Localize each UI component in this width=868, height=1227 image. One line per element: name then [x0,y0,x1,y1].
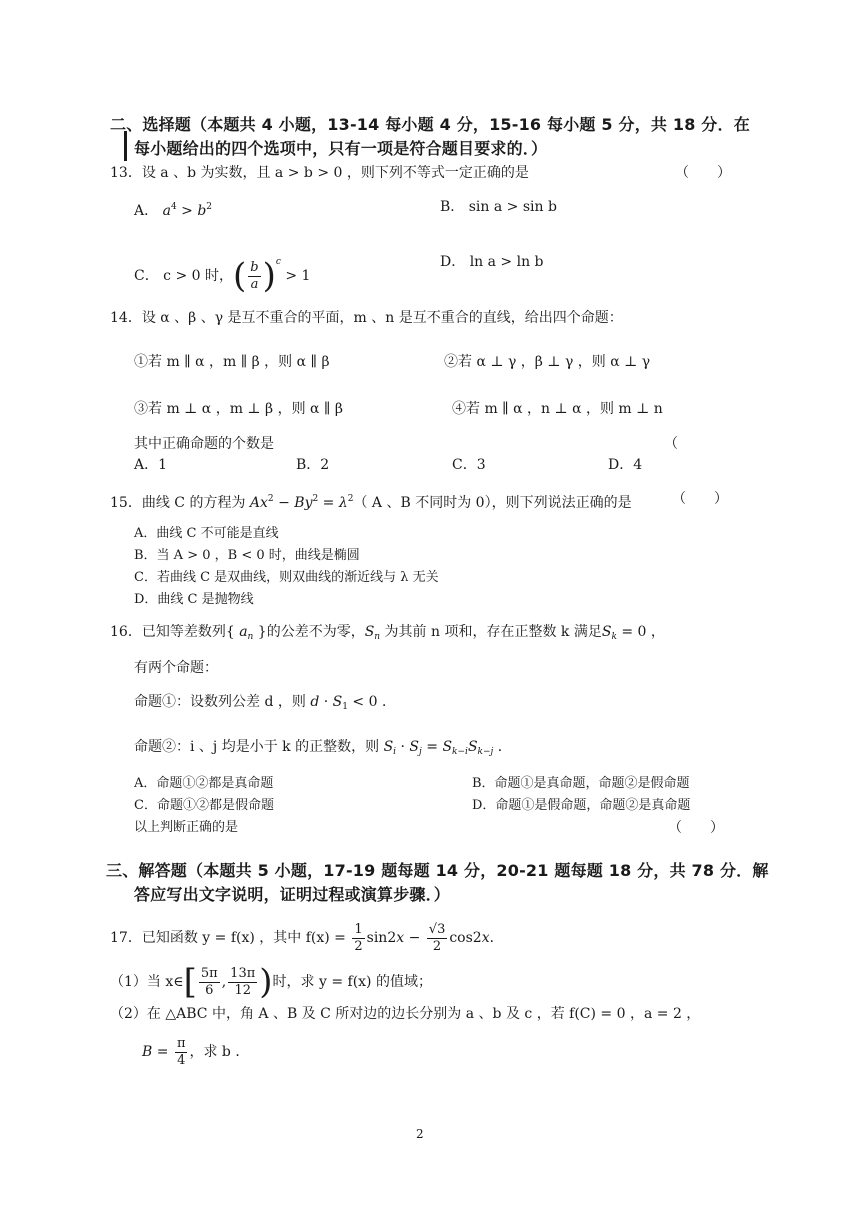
section3-heading-line1: 三、解答题（本题共 5 小题，17-19 题每题 14 分，20-21 题每题 18 分，共 78 分．解 [106,861,769,880]
q16-stem-mid: 的公差不为零， [266,624,365,640]
q13-option-c-label: C． [134,268,159,284]
q16-answer-bracket: （ ） [668,820,724,836]
fraction-5pi-6: $\frac{5\pi}{6}$ [200,965,218,998]
q14-proposition-3: ③若 m ⊥ α ，m ⊥ β ，则 α ∥ β [134,401,343,417]
q15-option-a: A．曲线 C 不可能是直线 [134,526,279,541]
section2-heading-line2: 每小题给出的四个选项中，只有一项是符合题目要求的．） [134,139,548,158]
q13-stem [110,163,529,183]
q13-number: 13． [110,165,142,181]
q15-stem [110,489,632,513]
q17-stem-pre: 已知函数 y = f(x) ，其中 f(x) = [141,930,346,946]
q15-stem-post: （ A 、B 不同时为 0），则下列说法正确的是 [353,495,632,511]
q13-option-b-label: B． [440,199,465,215]
q17-part2: （2）在 △ABC 中，角 A 、B 及 C 所对边的边长分别为 a 、b 及 c ，若 f(C) = 0 ，a = 2 ， [110,1006,701,1022]
q16-number: 16． [110,624,142,640]
q15-option-b: B．当 A > 0 ，B < 0 时，曲线是椭圆 [134,548,360,563]
page-number: 2 [416,1127,424,1141]
q16-sequence: { $a_n$ } [225,624,267,642]
q16-option-d: D．命题①是假命题，命题②是真命题 [472,798,691,813]
q13-option-b-text: sin a > sin b [468,199,557,215]
q16-proposition-1-text: 命题①：设数列公差 d ，则 [134,694,306,710]
q14-option-c: C．3 [452,457,486,473]
q14-ask: 其中正确命题的个数是 [134,436,274,452]
q17-part1: （1）当 x∈[ $\frac{5\pi}{6}$ , $\frac{13\pi}{12}$ )时，求 y = f(x) 的值域； [110,962,432,1002]
q17-number: 17． [110,930,142,946]
q13-option-a: A． $a^4 > b^2$ [134,202,213,219]
q17-stem-post: ． [489,930,504,946]
q16-condition: $S_k = 0$ ， [601,624,665,642]
q16-option-c: C．命题①②都是假命题 [134,798,274,813]
fraction-b-over-a: $\frac{b}{a}$ [250,259,259,292]
q16-proposition-2: 命题②：i 、j 均是小于 k 的正整数，则 $S_i \cdot S_j = S_{k-i}S_{k-j}$ ． [134,739,512,757]
q13-option-d [440,252,544,272]
q14-stem-text: 设 α 、β 、γ 是互不重合的平面，m 、n 是互不重合的直线，给出四个命题： [141,310,623,326]
q17-part2-continued: B = $\frac{\pi}{4}$ ，求 b ． [142,1035,250,1068]
q15-option-d: D．曲线 C 是抛物线 [134,592,254,607]
q13-option-c: C． c > 0 时，( $\frac{b}{a}$ )$^c$ > 1 [134,256,311,296]
q14-number: 14． [110,310,142,326]
q13-option-c-inequality: > 1 [285,268,311,284]
q15-answer-bracket: （ ） [672,491,728,507]
q13-option-a-label: A． [134,203,159,219]
section2-heading-line1: 二、选择题（本题共 4 小题，13-14 每小题 4 分，15-16 每小题 5 分，共 18 分．在 [110,115,750,134]
q15-number: 15． [110,495,142,511]
q16-stem: 16．已知等差数列{ $a_n$ }的公差不为零，$S_n$ 为其前 n 项和，存在正整数 k 满足$S_k = 0$ ， [110,624,665,642]
q16-line2: 有两个命题： [134,660,218,676]
q14-answer-bracket: （ [664,436,678,452]
q17-part1-pre: （1）当 x∈ [110,974,184,990]
q16-stem-pre: 已知等差数列 [141,624,226,640]
q14-stem [110,308,623,328]
q17-part2-end: ，求 b ． [189,1044,250,1060]
q15-stem-pre: 曲线 C 的方程为 [141,495,246,511]
q13-stem-text: 设 a 、b 为实数，且 a > b > 0 ，则下列不等式一定正确的是 [141,165,529,181]
q16-option-b: B．命题①是真命题，命题②是假命题 [472,776,690,791]
q16-proposition-2-text: 命题②：i 、j 均是小于 k 的正整数，则 [134,739,380,755]
q13-option-d-label: D． [440,254,466,270]
fraction-13pi-12: $\frac{13\pi}{12}$ [230,965,256,998]
q13-answer-bracket: （ ） [675,165,731,181]
q14-proposition-2: ②若 α ⊥ γ ，β ⊥ γ ，则 α ⊥ γ [444,354,651,370]
q14-option-d: D．4 [608,457,643,473]
q15-option-c: C．若曲线 C 是双曲线，则双曲线的渐近线与 λ 无关 [134,570,439,585]
q14-option-b: B．2 [296,457,330,473]
q16-ask: 以上判断正确的是 [134,820,239,835]
fraction-pi-over-4: $\frac{\pi}{4}$ [176,1035,186,1068]
fraction-sqrt3-half: $\frac{√3}{2}$ [428,921,446,954]
section3-heading-line2: 答应写出文字说明，证明过程或演算步骤．） [134,885,451,904]
q16-stem-post: 为其前 n 项和，存在正整数 k 满足 [384,624,602,640]
q16-proposition-1: 命题①：设数列公差 d ，则 $d \cdot S_1 < 0$ ． [134,694,396,712]
q17-stem: 17．已知函数 y = f(x) ，其中 f(x) = $\frac{1}{2}$ sin2x − $\frac{√3}{2}$ cos2x． [110,921,504,954]
q14-proposition-1: ①若 m ∥ α ，m ∥ β ，则 α ∥ β [134,354,330,370]
fraction-one-half: $\frac{1}{2}$ [354,921,363,954]
q15-equation: $Ax^2 - By^2 = \lambda^2$ [249,494,354,511]
q13-option-c-condition: c > 0 时， [163,268,234,284]
q13-option-d-text: ln a > ln b [469,254,544,270]
q13-option-b [440,197,557,217]
q16-option-a: A．命题①②都是真命题 [134,776,274,791]
q14-option-a: A．1 [134,457,168,473]
q14-proposition-4: ④若 m ∥ α ，n ⊥ α ，则 m ⊥ n [452,401,663,417]
q17-part1-post: 时，求 y = f(x) 的值域； [272,974,432,990]
